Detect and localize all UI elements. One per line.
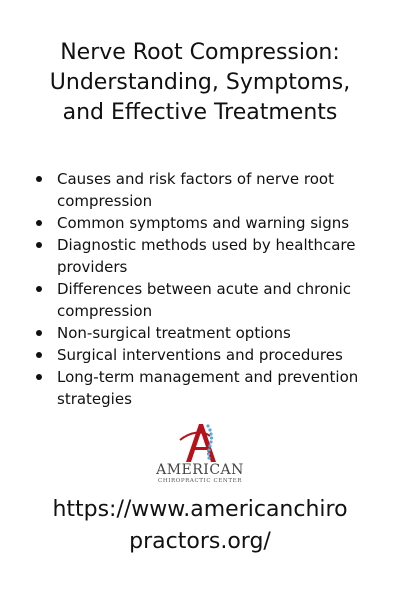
list-item: Long-term management and prevention strategies (36, 366, 376, 410)
list-item: Non-surgical treatment options (36, 322, 376, 344)
logo-name: AMERICAN (156, 462, 244, 478)
url-line-1: https://www.americanchiro (52, 497, 348, 522)
spine-logo-icon (150, 418, 250, 464)
topic-list (36, 168, 376, 410)
american-chiropractic-logo (150, 418, 250, 488)
title-line-1: Nerve Root Compression: (60, 40, 340, 65)
list-item: Differences between acute and chronic compression (36, 278, 376, 322)
list-item: Causes and risk factors of nerve root compression (36, 168, 376, 212)
list-item: Surgical interventions and procedures (36, 344, 376, 366)
page-title (20, 38, 380, 128)
url-line-2: practors.org/ (129, 529, 271, 554)
website-url (20, 494, 380, 558)
list-item: Common symptoms and warning signs (36, 212, 376, 234)
title-line-2: Understanding, Symptoms, (49, 70, 351, 95)
list-item: Diagnostic methods used by healthcare providers (36, 234, 376, 278)
title-line-3: and Effective Treatments (62, 100, 338, 125)
logo-subtitle: CHIROPRACTIC CENTER (158, 478, 242, 484)
